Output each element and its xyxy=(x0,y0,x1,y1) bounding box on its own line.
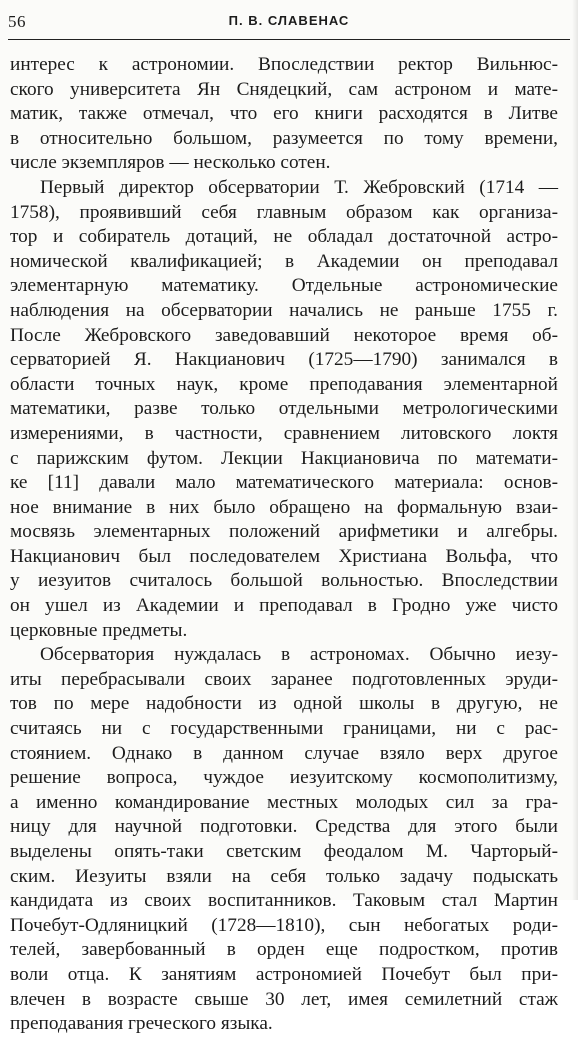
paragraph xyxy=(10,176,558,643)
text-line: церковные предметы. xyxy=(10,619,188,641)
text-line: телей, завербованный в орден еще подростком, против xyxy=(10,939,558,961)
text-line: выделены опять-таки светским феодалом М. Чарторый- xyxy=(10,841,558,862)
text-line: интерес к астрономии. Впоследствии ректор Вильнюс- xyxy=(10,54,558,75)
text-line: области точных наук, кроме преподавания элементарной xyxy=(10,373,558,395)
text-line: ницу для научной подготовки. Средства для этого были xyxy=(10,816,558,838)
text-line: влечен в возрасте свыше 30 лет, имея семилетний стаж xyxy=(10,988,558,1010)
page-header xyxy=(8,12,570,36)
text-line: 1758), проявивший себя главным образом как организа- xyxy=(10,201,558,223)
body-text xyxy=(10,53,558,1037)
text-line: измерениями, в частности, сравнением литовского локтя xyxy=(10,422,558,444)
text-line: ное внимание в них было обращено на формальную взаи- xyxy=(10,496,558,518)
page-number: 56 xyxy=(8,12,26,31)
text-line: Обсерватория нуждалась в астрономах. Обычно иезу- xyxy=(40,644,558,666)
text-line: с парижским футом. Лекции Накциановича по математи- xyxy=(10,447,558,469)
text-line: серваторией Я. Накцианович (1725—1790) занимался в xyxy=(10,349,558,371)
text-line: он ушел из Академии и преподавал в Гродно уже чисто xyxy=(10,595,558,617)
text-line: у иезуитов считалось большой вольностью. Впоследствии xyxy=(10,570,558,592)
header-rule xyxy=(8,39,570,40)
running-head: П. В. СЛАВЕНАС xyxy=(228,13,350,28)
text-line: воли отца. К занятиям астрономией Почебут был при- xyxy=(10,963,558,985)
text-line: номической квалификацией; в Академии он преподавал xyxy=(10,250,558,272)
text-line: тов по мере надобности из одной школы в другую, не xyxy=(10,693,558,715)
text-line: После Жебровского заведовавший некоторое время об- xyxy=(10,324,558,346)
text-line: кандидата из своих воспитанников. Таковым стал Мартин xyxy=(10,890,558,912)
text-line: математики, разве только отдельными метрологическими xyxy=(10,398,558,420)
text-line: матик, также отмечал, что его книги расходятся в Литве xyxy=(10,103,558,125)
text-line: считаясь ни с государственными границами, ни с рас- xyxy=(10,718,558,740)
paragraph xyxy=(10,53,558,176)
text-line: ского университета Ян Снядецкий, сам астроном и мате- xyxy=(10,78,558,100)
text-line: иты перебрасывали своих заранее подготовленных эруди- xyxy=(10,668,558,690)
text-line: решение вопроса, чуждое иезуитскому космополитизму, xyxy=(10,767,558,789)
text-line: ским. Иезуиты взяли на себя только задачу подыскать xyxy=(10,865,558,887)
text-line: тор и собиратель дотаций, не обладал достаточной астро- xyxy=(10,226,558,248)
text-line: преподавания греческого языка. xyxy=(10,1013,273,1035)
text-line: стоянием. Однако в данном случае взяло верх другое xyxy=(10,742,558,764)
text-line: числе экземпляров — несколько сотен. xyxy=(10,152,331,174)
text-line: в относительно большом, разумеется по тому времени, xyxy=(10,127,558,149)
text-line: наблюдения на обсерватории начались не раньше 1755 г. xyxy=(10,299,558,321)
text-line: Почебут-Одляницкий (1728—1810), сын небогатых роди- xyxy=(10,914,558,936)
text-line: Накцианович был последователем Христиана Вольфа, что xyxy=(10,545,558,567)
text-line: Первый директор обсерватории Т. Жебровский (1714 — xyxy=(40,176,558,198)
text-line: элементарную математику. Отдельные астрономические xyxy=(10,275,558,297)
text-line: а именно командирование местных молодых сил за гра- xyxy=(10,791,558,813)
paragraph xyxy=(10,643,558,1037)
paragraph-list xyxy=(10,53,558,1037)
page-edge-shadow xyxy=(572,0,578,900)
text-line: ке [11] давали мало математического материала: основ- xyxy=(10,472,558,494)
text-line: мосвязь элементарных положений арифметики и алгебры. xyxy=(10,521,558,543)
